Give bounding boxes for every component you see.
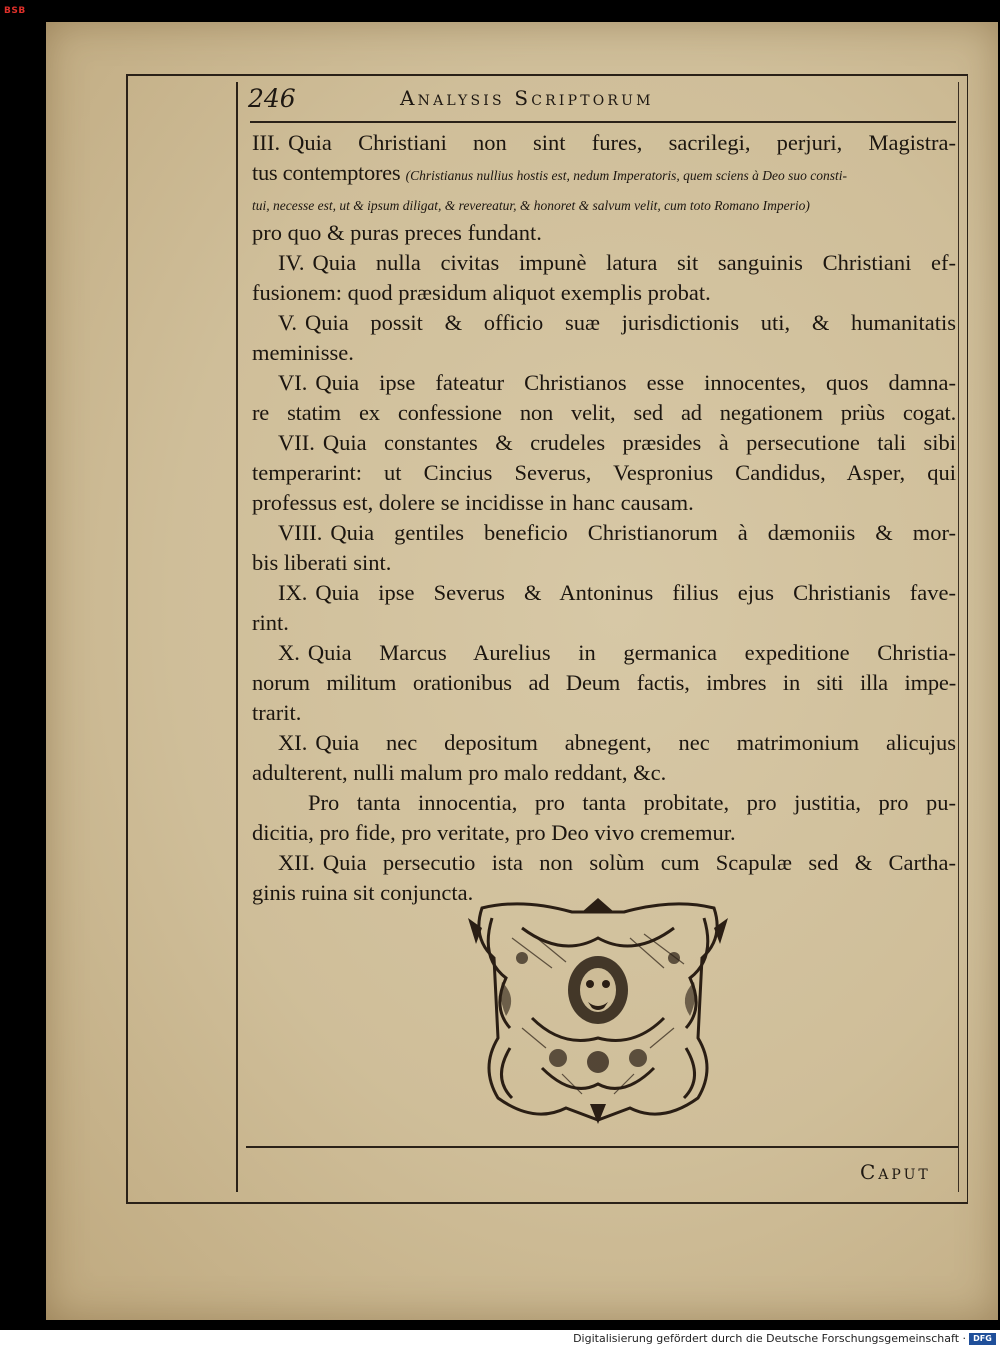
text-line: tus contemptores (Christianus nullius hostis est, nedum Imperatoris, quem sciens à Deo suo consti- <box>252 160 847 185</box>
text-line: temperarint: ut Cincius Severus, Vespronius Candidus, Asper, qui <box>252 460 956 485</box>
text-line: V. Quia possit & officio suæ jurisdictionis uti, & humanitatis <box>278 310 956 335</box>
text-line: adulterent, nulli malum pro malo reddant, &c. <box>252 760 667 785</box>
bottom-rule <box>246 1146 958 1148</box>
text-line <box>252 188 956 218</box>
marginal-aside: (Christianus nullius hostis est, nedum Imperatoris, quem sciens à Deo suo consti- <box>405 168 847 183</box>
text-line: professus est, dolere se incidisse in hanc causam. <box>252 490 694 515</box>
page-number: 246 <box>248 84 296 113</box>
text-line: III. Quia Christiani non sint fures, sacrilegi, perjuri, Magistra- <box>252 130 956 155</box>
text-line: fusionem: quod præsidum aliquot exemplis probat. <box>252 280 711 305</box>
text-line: dicitia, pro fide, pro veritate, pro Deo vivo crememur. <box>252 820 736 845</box>
text-line: norum militum orationibus ad Deum factis, imbres in siti illa impe- <box>252 670 956 695</box>
text-line: Pro tanta innocentia, pro tanta probitate, pro justitia, pro pu- <box>308 790 956 815</box>
text-line: re statim ex confessione non velit, sed ad negationem priùs cogat. <box>252 400 956 425</box>
margin-rule-left <box>236 82 238 1192</box>
text-line: ginis ruina sit conjuncta. <box>252 880 474 905</box>
text-line: XI. Quia nec depositum abnegent, nec matrimonium alicujus <box>278 730 956 755</box>
text-line: rint. <box>252 610 289 635</box>
text-line: VI. Quia ipse fateatur Christianos esse innocentes, quos damna- <box>278 370 956 395</box>
library-mark: BSB <box>4 6 26 16</box>
text-line: IX. Quia ipse Severus & Antoninus filius ejus Christianis fave- <box>278 580 956 605</box>
text-line: VII. Quia constantes & crudeles præsides à persecutione tali sibi <box>278 430 956 455</box>
dfg-logo-icon: DFG <box>969 1333 996 1345</box>
text-line: VIII. Quia gentiles beneficio Christianorum à dæmoniis & mor- <box>278 520 956 545</box>
text-line: X. Quia Marcus Aurelius in germanica expeditione Christia- <box>278 640 956 665</box>
funding-note: Digitalisierung gefördert durch die Deutsche Forschungsgemeinschaft · <box>573 1332 966 1345</box>
text-line: XII. Quia persecutio ista non solùm cum Scapulæ sed & Cartha- <box>278 850 956 875</box>
text-line: meminisse. <box>252 340 354 365</box>
margin-rule-right <box>958 82 959 1192</box>
footer-bar <box>0 1330 1000 1349</box>
text-line: IV. Quia nulla civitas impunè latura sit sanguinis Christiani ef- <box>278 250 956 275</box>
text-line: pro quo & puras preces fundant. <box>252 220 542 245</box>
text-line: bis liberati sint. <box>252 550 392 575</box>
body-text <box>252 128 956 908</box>
running-head: Analysis Scriptorum <box>400 86 654 110</box>
header-rule <box>250 121 956 123</box>
catchword: Caput <box>860 1160 931 1184</box>
page-header <box>248 82 956 118</box>
marginal-aside: tui, necesse est, ut & ipsum diligat, & revereatur, & honoret & salvum velit, cum toto Romano Imperio) <box>252 198 810 213</box>
woodcut-ornament-icon <box>462 898 734 1124</box>
text-line: trarit. <box>252 700 302 725</box>
